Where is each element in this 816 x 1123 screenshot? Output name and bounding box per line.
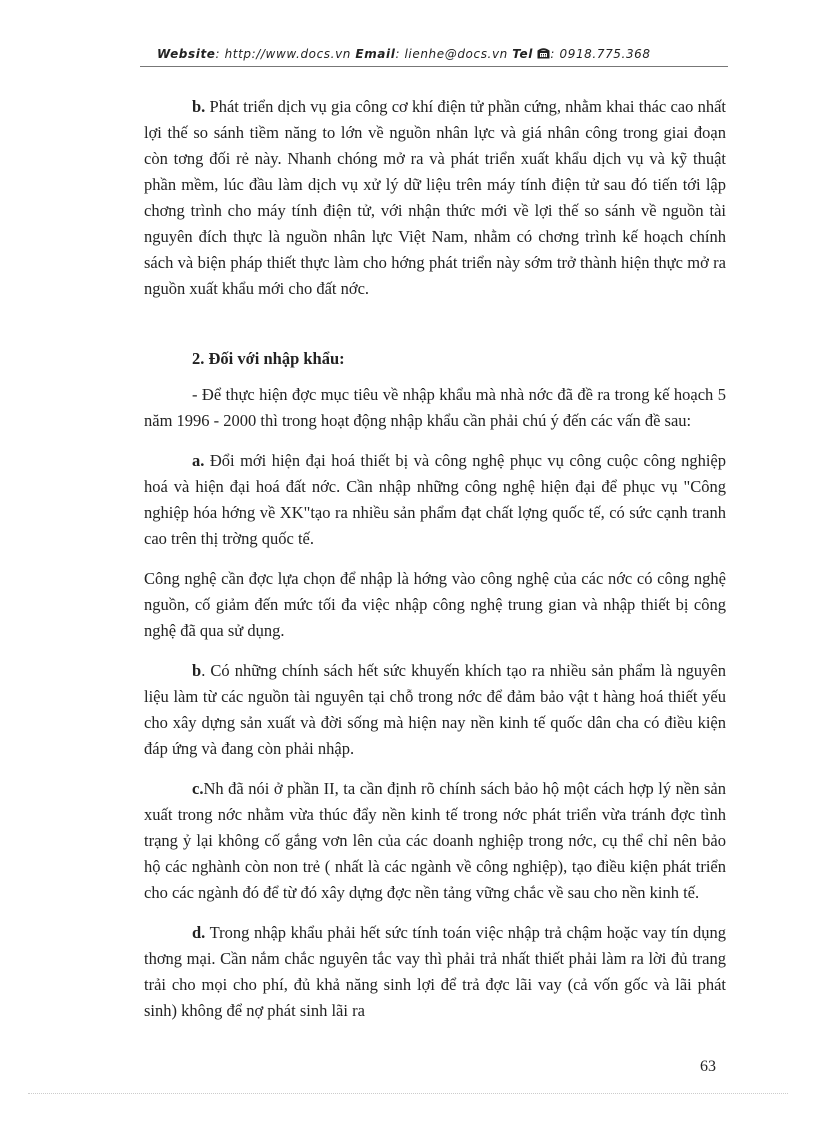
header-divider bbox=[140, 66, 728, 67]
paragraph-b-local-materials bbox=[144, 658, 726, 762]
item-label: b. bbox=[192, 97, 206, 116]
paragraph-text: Phát triển dịch vụ gia công cơ khí điện tử phần cứng, nhằm khai thác cao nhất lợi thế so sánh tiềm năng to lớn về nguồn nhân lực và giá nhân công trong giai đoạn còn tơng đối rẻ này. Nhanh chóng mở ra và phát triển xuất khẩu dịch vụ và kỹ thuật phần mềm, lúc đầu làm dịch vụ xử lý dữ liệu trên máy tính điện tử sau đó tiến tới lập chơng trình cho máy tính điện tử, với nhận thức mới về lợi thế so sánh về nguồn tài nguyên đích thực là nguồn nhân lực Việt Nam, nhằm có chơng trình kế hoạch chính sách và biện pháp thiết thực làm cho hớng phát triển này sớm trở thành hiện thực mở ra nguồn xuất khẩu mới cho đất nớc. bbox=[144, 97, 726, 298]
email-value: : lienhe@docs.vn bbox=[395, 47, 508, 61]
paragraph-text: Trong nhập khẩu phải hết sức tính toán việc nhập trả chậm hoặc vay tín dụng thơng mại. Cần nắm chắc nguyên tắc vay thì phải trả nhất thiết phải làm ra lời đủ trang trải cho mọi cho phí, đủ khả năng sinh lợi để trả đợc lãi vay (cả vốn gốc và lãi phát sinh) không để nợ phát sinh lãi ra bbox=[144, 923, 726, 1020]
website-label: Website bbox=[157, 47, 216, 61]
tel-value: : 0918.775.368 bbox=[550, 47, 651, 61]
paragraph-c-protection bbox=[144, 776, 726, 906]
phone-icon bbox=[537, 48, 550, 59]
paragraph-b-export-services bbox=[144, 94, 726, 302]
paragraph-d-credit bbox=[144, 920, 726, 1024]
item-label: c. bbox=[192, 779, 204, 798]
paragraph-import-goals: - Để thực hiện đợc mục tiêu về nhập khẩu mà nhà nớc đã đề ra trong kế hoạch 5 năm 1996 - 2000 thì trong hoạt động nhập khẩu cần phải chú ý đến các vấn đề sau: bbox=[144, 385, 726, 430]
item-label: a. bbox=[192, 451, 205, 470]
section-heading: 2. Đối với nhập khẩu: bbox=[192, 349, 345, 368]
page-bottom-border bbox=[28, 1093, 788, 1094]
paragraph-technology-selection: Công nghệ cần đợc lựa chọn để nhập là hớng vào công nghệ của các nớc có công nghệ nguồn, cố giảm đến mức tối đa việc nhập công nghệ trung gian và nhập thiết bị công nghệ đã qua sử dụng. bbox=[144, 569, 726, 640]
page-header bbox=[157, 47, 727, 61]
paragraph-a-modernize bbox=[144, 448, 726, 552]
email-label: Email bbox=[355, 47, 396, 61]
item-label: d. bbox=[192, 923, 206, 942]
paragraph-text: . Có những chính sách hết sức khuyến khích tạo ra nhiều sản phẩm là nguyên liệu làm từ các nguồn tài nguyên tại chỗ trong nớc để đảm bảo vật t hàng hoá thiết yếu cho xây dựng sản xuất và đời sống mà hiện nay nền kinh tế quốc dân cha có điều kiện đáp ứng và đang còn phải nhập. bbox=[144, 661, 726, 758]
paragraph-text: Đổi mới hiện đại hoá thiết bị và công nghệ phục vụ công cuộc công nghiệp hoá và hiện đại hoá đất nớc. Cần nhập những công nghệ hiện đại để phục vụ "Công nghiệp hóa hớng về XK"tạo ra nhiều sản phẩm đạt chất lợng quốc tế, có sức cạnh tranh cao trên thị trờng quốc tế. bbox=[144, 451, 726, 548]
document-body bbox=[144, 94, 726, 1038]
website-value: : http://www.docs.vn bbox=[215, 47, 351, 61]
page-number: 63 bbox=[700, 1058, 716, 1075]
tel-label: Tel bbox=[512, 47, 533, 61]
item-label: b bbox=[192, 661, 202, 680]
paragraph-text: Nh đã nói ở phần II, ta cần định rõ chính sách bảo hộ một cách hợp lý nền sản xuất trong nớc nhằm vừa thúc đẩy nền kinh tế trong nớc phát triển vừa tránh đợc tình trạng ỷ lại không cố gắng vơn lên của các doanh nghiệp trong nớc, cụ thể chỉ nên bảo hộ các nghành còn non trẻ ( nhất là các ngành về công nghiệp), tạo điều kiện phát triển cho các ngành đó để từ đó xây dựng đợc nền tảng vững chắc về sau cho nền kinh tế. bbox=[144, 779, 726, 902]
